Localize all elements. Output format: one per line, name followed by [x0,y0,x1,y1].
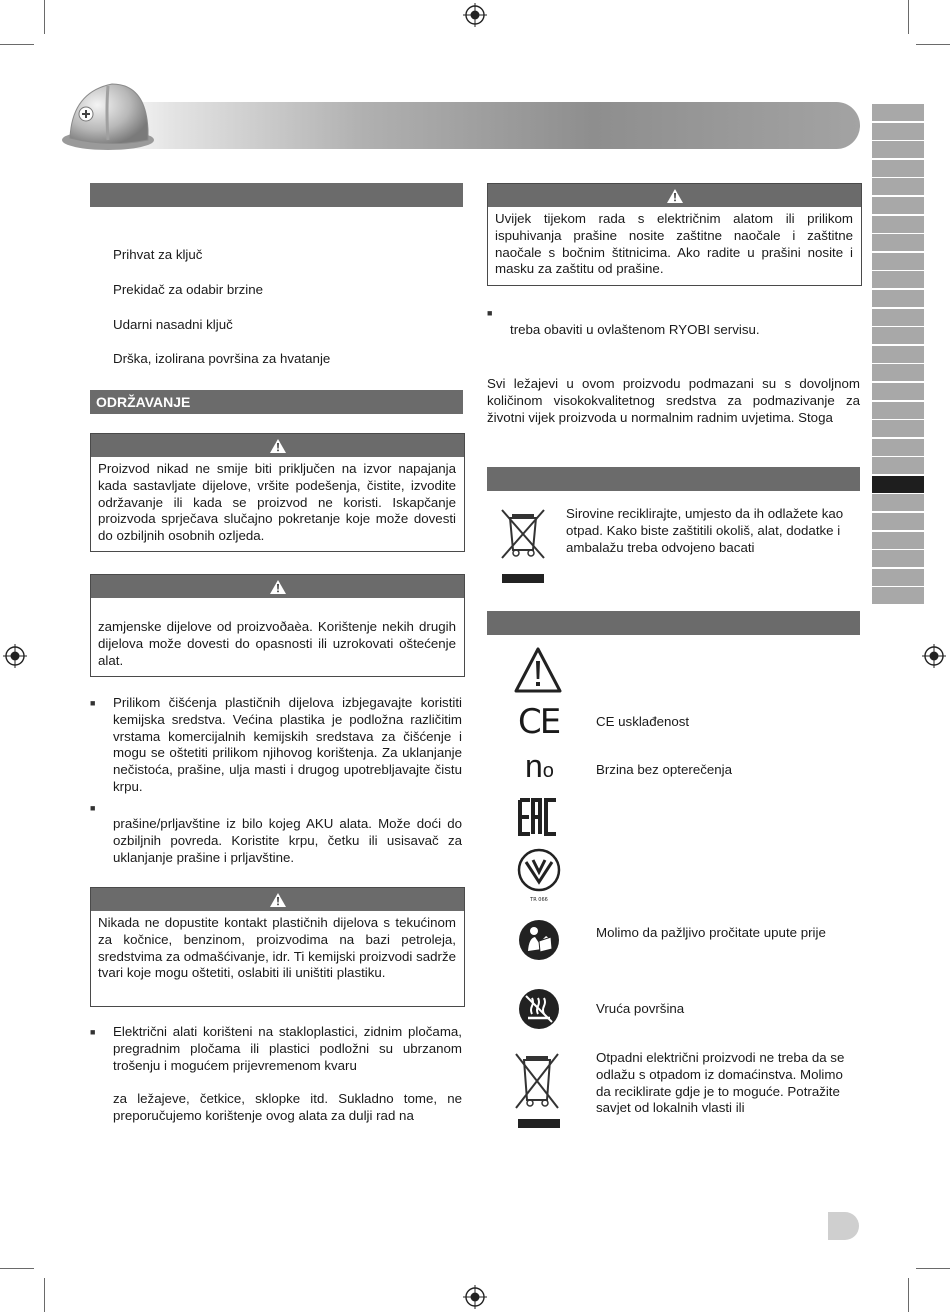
symbol-label: Molimo da pažljivo pročitate upute prije [596,925,826,940]
chapter-tab [872,457,924,474]
chapter-tab [872,569,924,586]
crop-line [916,1268,950,1269]
safety-helmet-icon [60,70,160,160]
parts-list-item: Prihvat za ključ [113,247,203,262]
warning-triangle-icon [666,188,684,204]
warning-header [488,184,861,207]
registration-mark-icon [3,644,27,668]
chapter-tab [872,494,924,511]
warning-text: Proizvod nikad ne smije biti priključen na izvor napajanja kada sastavljate dijelove, vršite podešenja, čistite, izvodite održavanje ili kada se proizvod ne koristi. Iskapčanje proizvoda sprječava slučajno pokretanje koje može dovesti do ozbiljnih osobnih ozljeda. [98,461,456,544]
chapter-tab [872,178,924,195]
warning-text: Nikada ne dopustite kontakt plastičnih dijelova s tekućinom za kočnice, benzinom, proizvodima na bazi petroleja, sredstvima za odmašćivanje, idr. Ti kemijski proizvodi sadrže tvari koje mogu oštetiti, oslabiti ili uništiti plastiku. [98,915,456,981]
parts-list-item: Udarni nasadni ključ [113,317,233,332]
ukraine-small-label: TR 066 [530,897,548,903]
section-header-blank [90,183,463,207]
warning-text: Uvijek tijekom rada s električnim alatom ili prilikom ispuhivanja prašine nosite zaštitne naočale i zaštitne naočale s bočnim štitnicima. Ako radite u prašini nosite i masku za zaštitu od prašine. [495,211,853,277]
chapter-tab [872,216,924,233]
warning-box [90,433,465,552]
chapter-tab [872,513,924,530]
warning-header [91,434,464,457]
maintenance-paragraph: prašine/prljavštine iz bilo kojeg AKU alata. Može doći do ozbiljnih povreda. Koristite krpu, četku ili usisavač za uklanjanje prašine i prljavštine. [113,816,462,865]
registration-mark-icon [922,644,946,668]
bullet-marker: ■ [90,698,96,708]
chapter-tab [872,402,924,419]
service-text: treba obaviti u ovlaštenom RYOBI servisu. [510,322,760,337]
chapter-tab [872,346,924,363]
section-title: ODRŽAVANJE [96,394,191,410]
warning-triangle-icon [269,892,287,908]
no-load-n: n [525,748,543,784]
bearings-paragraph: Svi ležajevi u ovom proizvodu podmazani su s dovoljnom količinom visokokvalitetnog sredstva za podmazivanje za životni vijek proizvoda u normalnim radnim uvjetima. Stoga [487,376,860,425]
warning-header [91,575,464,598]
chapter-tab [872,550,924,567]
crop-line [44,0,45,34]
chapter-tab [872,271,924,288]
chapter-tab [872,104,924,121]
symbol-label: CE usklađenost [596,714,690,729]
section-header-maintenance [90,390,463,414]
ce-mark-icon: CE [518,702,560,742]
chapter-tab [872,141,924,158]
parts-list-item: Prekidač za odabir brzine [113,282,264,297]
chapter-tab [872,532,924,549]
symbol-label: Brzina bez opterečenja [596,762,733,777]
chapter-tab [872,290,924,307]
chapter-tab [872,197,924,214]
chapter-tab [872,439,924,456]
chapter-tab [872,253,924,270]
maintenance-paragraph: za ležajeve, četkice, sklopke itd. Sukladno tome, ne preporučujemo korištenje ovog alata za dulji rad na [113,1091,462,1123]
chapter-tab [872,587,924,604]
registration-mark-icon [463,1285,487,1309]
chapter-tab [872,327,924,344]
warning-triangle-icon [269,579,287,595]
page-number-tab [828,1212,859,1240]
crop-line [908,0,909,34]
hot-surface-icon [518,988,560,1030]
read-manual-icon [518,919,560,961]
maintenance-paragraph: Prilikom čišćenja plastičnih dijelova izbjegavajte koristiti kemijska sredstva. Većina plastika je podložna različitim vrstama komercijalnih kemijskih sredstava za čišćenje i mogu se oštetiti prilikom njihovog korištenja. Za uklanjanje nečistoća, prašine, ulja masti i drugog upotrebljavajte čistu krpu. [113,695,462,794]
warning-text: zamjenske dijelove od proizvoðaèa. Korištenje nekih drugih dijelova može dovesti do opasnosti ili uzrokovati oštećenje alat. [98,619,456,668]
warning-box [90,574,465,677]
crop-line [0,1268,34,1269]
no-load-speed-icon [525,748,554,784]
chapter-tab [872,123,924,140]
chapter-tab [872,383,924,400]
parts-list-item: Drška, izolirana površina za hvatanje [113,351,331,366]
chapter-tab [872,309,924,326]
crop-line [0,44,34,45]
weee-bin-icon [496,504,550,584]
section-header-blank [487,611,860,635]
recycle-text: Sirovine reciklirajte, umjesto da ih odlažete kao otpad. Kako biste zaštitili okoliš, alat, dodatke i ambalažu treba odvojeno bacati [566,506,844,555]
crop-line [44,1278,45,1312]
weee-bin-icon [510,1052,564,1132]
header-banner [98,102,860,149]
warning-triangle-icon [513,646,563,694]
chapter-tab [872,234,924,251]
chapter-tab-active [872,476,924,493]
warning-box [90,887,465,1007]
no-load-sub: o [542,760,554,782]
chapter-tabs [872,104,924,606]
ukraine-conformity-icon [516,846,562,904]
chapter-tab [872,420,924,437]
warning-triangle-icon [269,438,287,454]
chapter-tab [872,160,924,177]
maintenance-paragraph: Električni alati korišteni na stakloplastici, zidnim pločama, pregradnim pločama ili plastici podložni su ubrzanom trošenju i mogućem prijevremenom kvaru [113,1024,462,1073]
chapter-tab [872,364,924,381]
crop-line [916,44,950,45]
symbol-label: Otpadni električni proizvodi ne treba da se odlažu s otpadom iz domaćinstva. Molimo da reciklirate gdje je to moguće. Potražite savjet od lokalnih vlasti ili [596,1050,845,1116]
bullet-marker: ■ [90,1027,96,1037]
registration-mark-icon [463,3,487,27]
warning-header [91,888,464,911]
crop-line [908,1278,909,1312]
warning-box [487,183,862,286]
symbol-label: Vruća površina [596,1001,685,1016]
bullet-marker: ■ [90,803,96,813]
eac-mark-icon [518,798,558,836]
bullet-marker: ■ [487,308,493,318]
section-header-blank [487,467,860,491]
